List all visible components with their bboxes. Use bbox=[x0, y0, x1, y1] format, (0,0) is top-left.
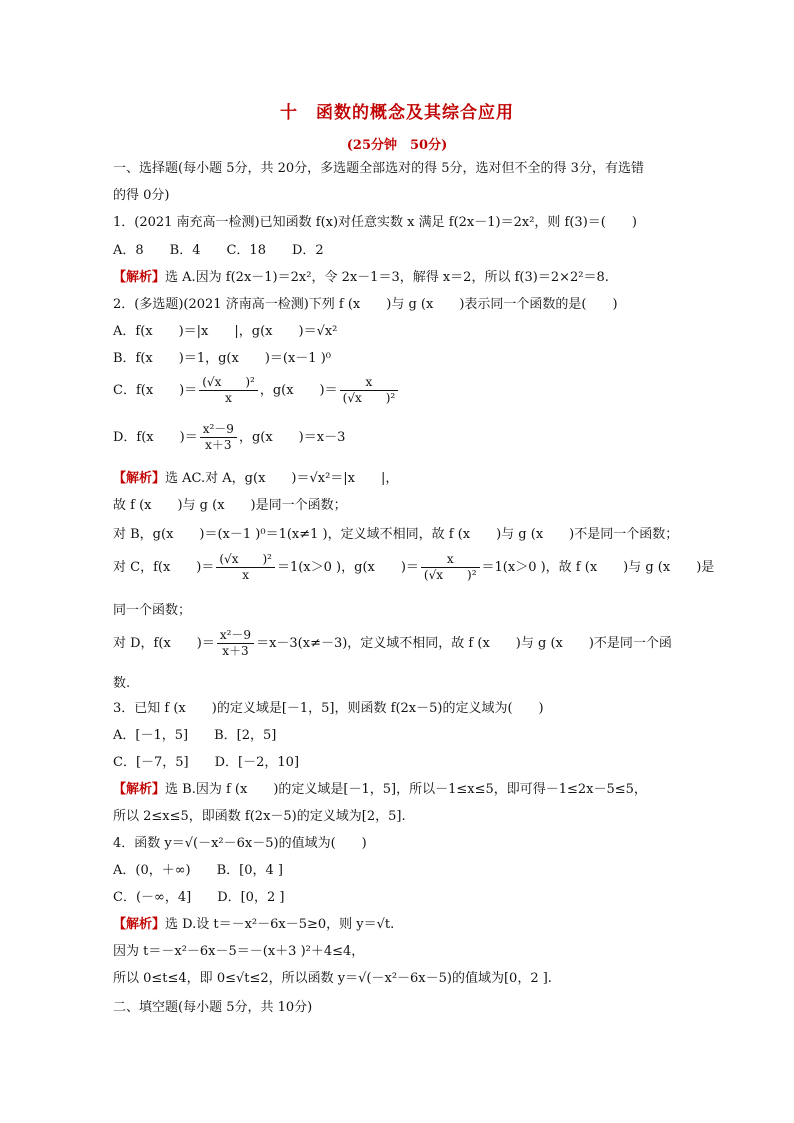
q2-analysis-line4 bbox=[113, 552, 714, 583]
page-subtitle: (25分钟 50分) bbox=[346, 138, 448, 153]
analysis-label: 【解析】 bbox=[113, 270, 166, 285]
analysis-label: 【解析】 bbox=[113, 471, 166, 486]
q1-analysis bbox=[113, 269, 609, 287]
q2-option-d-suffix: ，g(x )＝x－3 bbox=[238, 430, 346, 445]
q2-line4-suffix: ＝1(x＞0 )，故 f (x )与 g (x )是 bbox=[481, 560, 715, 575]
q2-line6-prefix: 对 D，f(x )＝ bbox=[113, 636, 215, 651]
fraction-numerator: x²－9 bbox=[217, 628, 254, 644]
q2-analysis-line2: 故 f (x )与 g (x )是同一个函数； bbox=[113, 498, 347, 513]
fraction-denominator: x bbox=[225, 391, 232, 405]
fraction-denominator: x bbox=[242, 568, 250, 582]
q4-analysis bbox=[113, 916, 394, 934]
q4-analysis-line3: 所以 0≤t≤4，即 0≤√t≤2，所以函数 y＝√(－x²－6x－5)的值域为[0，2 ]. bbox=[113, 971, 552, 986]
q2-option-c-prefix: C．f(x )＝ bbox=[113, 383, 198, 398]
fraction bbox=[216, 552, 275, 583]
q2-option-d bbox=[113, 422, 345, 453]
q2-analysis-line5: 同一个函数； bbox=[113, 603, 192, 618]
q3-analysis-text: 选 B.因为 f (x )的定义域是[－1，5]，所以－1≤x≤5，即可得－1≤2x－5≤5， bbox=[165, 782, 647, 797]
q1-options: A．8 B．4 C．18 D．2 bbox=[113, 243, 324, 258]
q2-option-c-mid: ，g(x )＝ bbox=[259, 383, 338, 398]
q4-stem: 4．函数 y＝√(－x²－6x－5)的值域为( ) bbox=[113, 836, 367, 851]
analysis-label: 【解析】 bbox=[113, 917, 166, 932]
fraction-numerator: x bbox=[421, 552, 480, 568]
page-title: 十 函数的概念及其综合应用 bbox=[280, 103, 514, 123]
fraction-denominator: x＋3 bbox=[205, 438, 232, 452]
q3-analysis bbox=[113, 781, 647, 799]
section1-heading: 一、选择题(每小题 5分，共 20分，多选题全部选对的得 5分，选对但不全的得 3分，有选错 bbox=[113, 161, 644, 176]
fraction bbox=[340, 375, 399, 406]
q2-line4-prefix: 对 C，f(x )＝ bbox=[113, 560, 215, 575]
section2-heading: 二、填空题(每小题 5分，共 10分) bbox=[113, 1000, 313, 1015]
q2-analysis bbox=[113, 470, 398, 488]
q1-analysis-text: 选 A.因为 f(2x－1)＝2x²，令 2x－1＝3，解得 x＝2，所以 f(3)＝2×2²＝8. bbox=[165, 270, 609, 285]
q1-stem: 1．(2021 南充高一检测)已知函数 f(x)对任意实数 x 满足 f(2x－1)＝2x²，则 f(3)＝( ) bbox=[113, 215, 637, 230]
q2-option-a: A．f(x )＝|x |，g(x )＝√x² bbox=[113, 324, 338, 339]
q3-stem: 3．已知 f (x )的定义域是[－1，5]，则函数 f(2x－5)的定义域为( ) bbox=[113, 701, 544, 716]
fraction-numerator: (√x )² bbox=[216, 552, 275, 568]
fraction bbox=[421, 552, 480, 583]
q2-line6-suffix: ＝x－3(x≠－3)，定义域不相同，故 f (x )与 g (x )不是同一个函 bbox=[256, 636, 672, 651]
q2-option-b: B．f(x )＝1，g(x )＝(x－1 )⁰ bbox=[113, 351, 331, 366]
q2-option-c bbox=[113, 375, 400, 406]
fraction-denominator: x＋3 bbox=[222, 644, 249, 658]
q4-options-ab: A．(0，＋∞) B．[0，4 ] bbox=[113, 863, 284, 878]
section1-heading-cont: 的得 0分) bbox=[113, 188, 170, 203]
fraction bbox=[200, 422, 237, 453]
fraction-denominator: (√x )² bbox=[342, 391, 396, 405]
q2-analysis-text: 选 AC.对 A，g(x )＝√x²＝|x |， bbox=[165, 471, 399, 486]
q2-option-d-prefix: D．f(x )＝ bbox=[113, 430, 198, 445]
q2-analysis-line6 bbox=[113, 628, 672, 659]
q2-analysis-line7: 数. bbox=[113, 676, 131, 691]
q4-options-cd: C．(－∞，4] D．[0，2 ] bbox=[113, 890, 285, 905]
q4-analysis-line2: 因为 t＝－x²－6x－5＝－(x＋3 )²＋4≤4， bbox=[113, 944, 365, 959]
fraction-numerator: x bbox=[340, 375, 399, 391]
q3-options-ab: A．[－1，5] B．[2，5] bbox=[113, 728, 277, 743]
fraction-denominator: (√x )² bbox=[423, 568, 477, 582]
analysis-label: 【解析】 bbox=[113, 782, 166, 797]
q3-options-cd: C．[－7，5] D．[－2，10] bbox=[113, 755, 300, 770]
q2-line4-mid: ＝1(x＞0 )，g(x )＝ bbox=[276, 560, 419, 575]
q2-analysis-line3: 对 B，g(x )＝(x－1 )⁰＝1(x≠1 )，定义域不相同，故 f (x )与 g (x )不是同一个函数； bbox=[113, 527, 679, 542]
fraction-numerator: (√x )² bbox=[199, 375, 258, 391]
q2-stem: 2．(多选题)(2021 济南高一检测)下列 f (x )与 g (x )表示同一个函数的是( ) bbox=[113, 297, 618, 312]
q3-analysis-line2: 所以 2≤x≤5，即函数 f(2x－5)的定义域为[2，5]. bbox=[113, 809, 406, 824]
fraction bbox=[217, 628, 254, 659]
fraction-numerator: x²－9 bbox=[200, 422, 237, 438]
fraction bbox=[199, 375, 258, 406]
q4-analysis-text: 选 D.设 t＝－x²－6x－5≥0，则 y＝√t. bbox=[165, 917, 395, 932]
